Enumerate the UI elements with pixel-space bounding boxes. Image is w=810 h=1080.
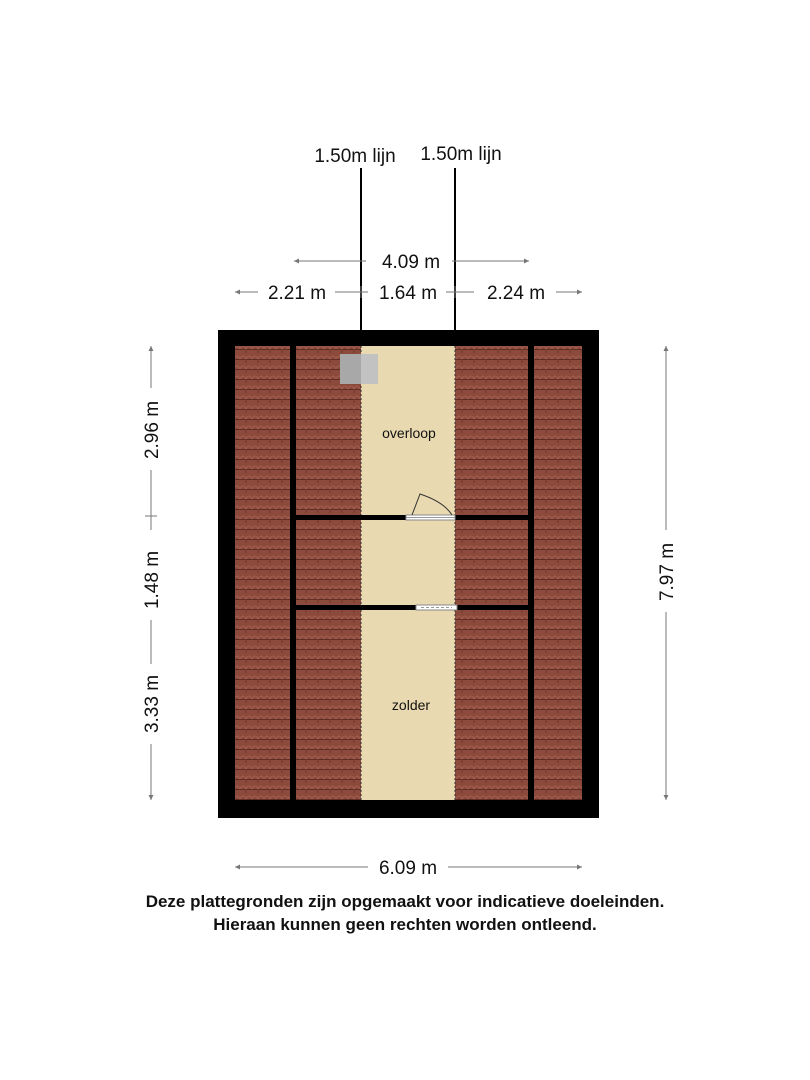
disclaimer-line-1: Deze plattegronden zijn opgemaakt voor indicatieve doeleinden. — [145, 892, 665, 911]
stair-hatch-icon — [340, 354, 378, 384]
room-label-zolder: zolder — [391, 697, 431, 713]
dimension-top-total-label: 4.09 m — [381, 252, 441, 273]
dimension-left-top-label: 2.96 m — [142, 400, 163, 460]
roof-strip-inner-left — [296, 346, 361, 800]
roof-strip-right — [534, 346, 582, 800]
dimension-top-mid-label: 1.64 m — [378, 283, 438, 304]
roof-strip-inner-right — [455, 346, 528, 800]
partition-wall-lower-right — [457, 605, 534, 610]
opening-lower — [416, 605, 457, 610]
dimension-bottom-label: 6.09 m — [378, 858, 438, 879]
roof-strip-left — [235, 346, 290, 800]
height-line-label-left: 1.50m lijn — [314, 146, 396, 167]
inner-wall-right — [528, 346, 534, 800]
partition-wall-upper-left — [290, 515, 406, 520]
floor-center — [361, 346, 455, 800]
room-label-overloop: overloop — [382, 425, 436, 441]
partition-wall-upper-right — [455, 515, 534, 520]
dimension-top-right-label: 2.24 m — [486, 283, 546, 304]
dimension-top-left-label: 2.21 m — [267, 283, 327, 304]
disclaimer-line-2: Hieraan kunnen geen rechten worden ontleend. — [213, 915, 597, 934]
dimension-left-mid-label: 1.48 m — [142, 550, 163, 610]
height-line-label-right: 1.50m lijn — [420, 144, 502, 165]
partition-wall-lower-left — [290, 605, 416, 610]
dimension-left-bottom-label: 3.33 m — [142, 674, 163, 734]
inner-wall-left — [290, 346, 296, 800]
dimension-right-label: 7.97 m — [657, 542, 678, 602]
